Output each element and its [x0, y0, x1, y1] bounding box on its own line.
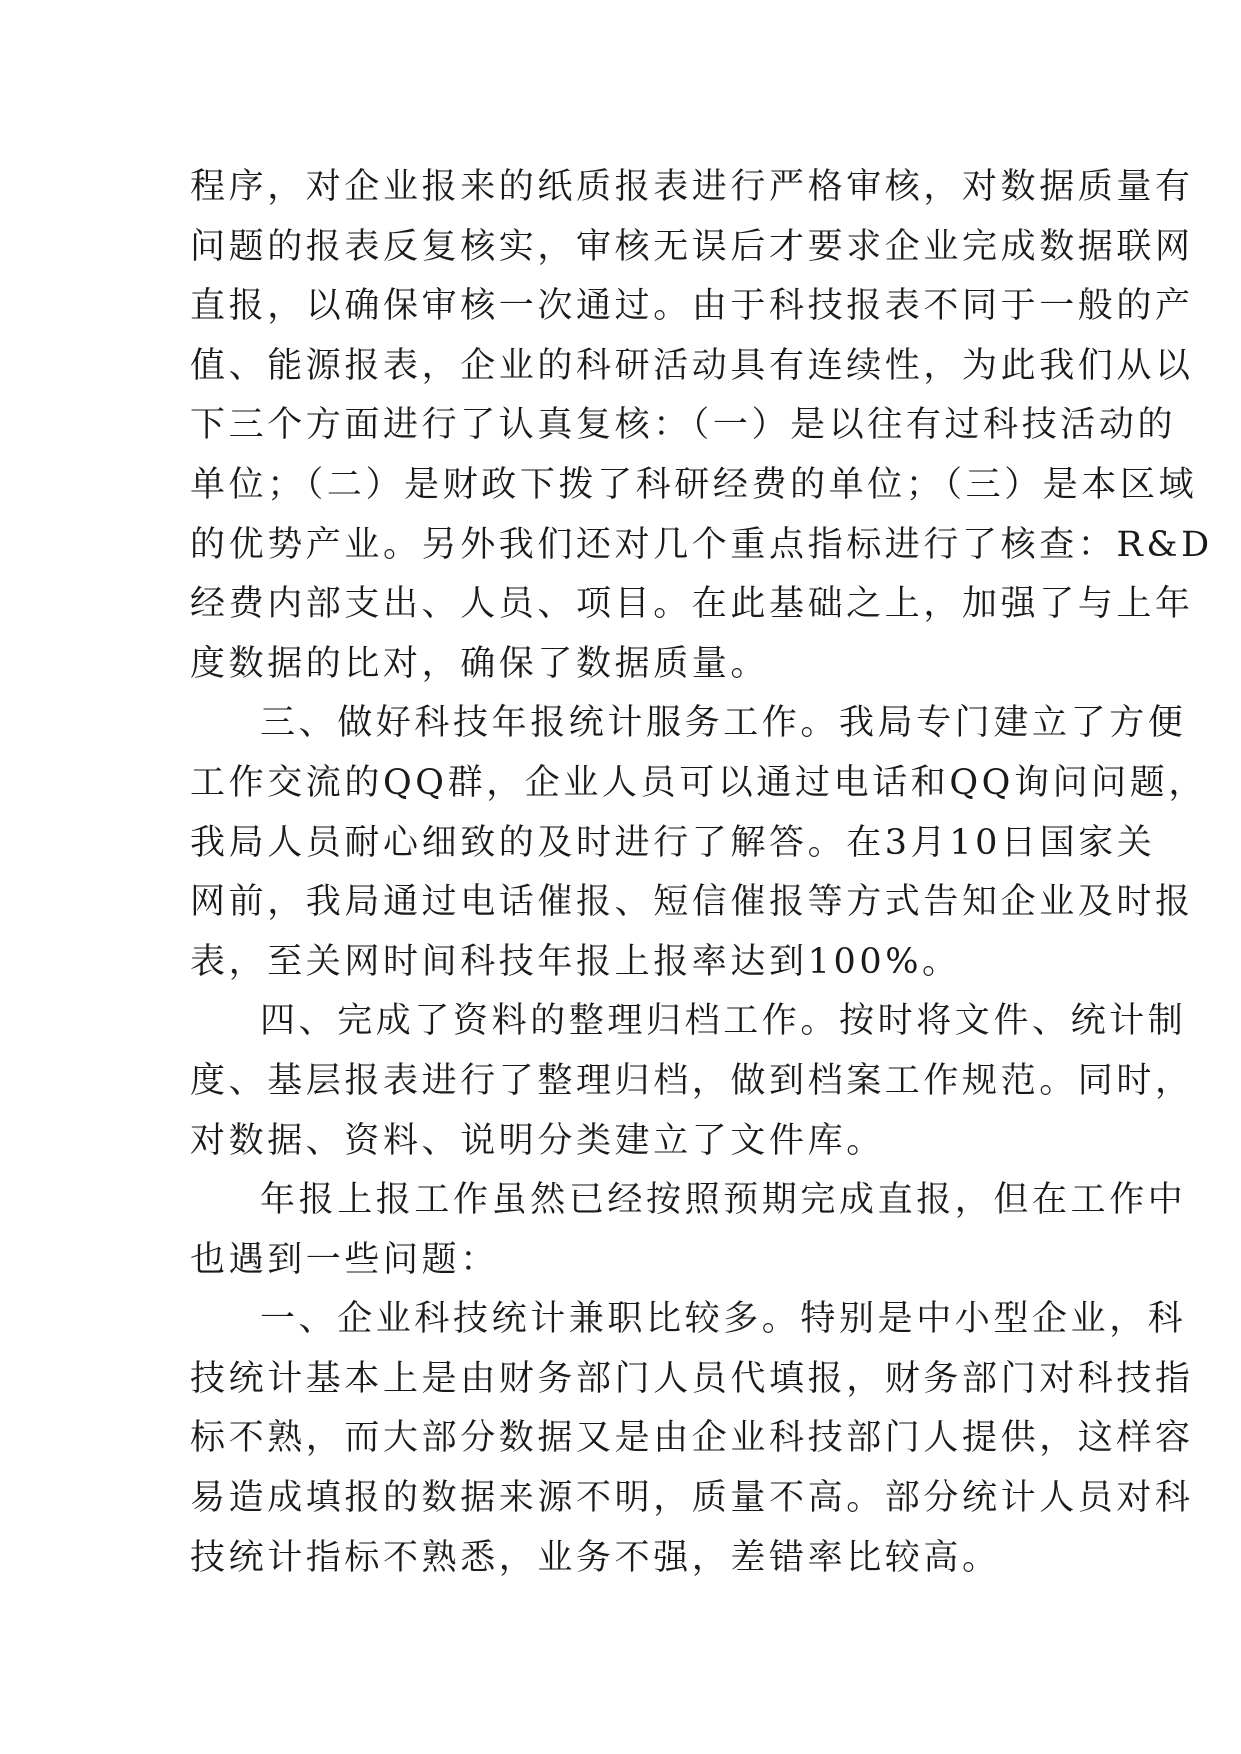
- text-line: 工作交流的QQ群，企业人员可以通过电话和QQ询问问题，: [190, 762, 1207, 803]
- text-line: 度、基层报表进行了整理归档，做到档案工作规范。同时，: [190, 1060, 1194, 1101]
- document-body: [190, 158, 1213, 1588]
- text-line: 技统计指标不熟悉，业务不强，差错率比较高。: [190, 1537, 1001, 1578]
- text-line: 对数据、资料、说明分类建立了文件库。: [190, 1120, 885, 1161]
- text-line: 表，至关网时间科技年报上报率达到100%。: [190, 941, 961, 982]
- text-line: 值、能源报表，企业的科研活动具有连续性，为此我们从以: [190, 345, 1194, 386]
- text-line: 问题的报表反复核实，审核无误后才要求企业完成数据联网: [190, 226, 1194, 267]
- text-line: 程序，对企业报来的纸质报表进行严格审核，对数据质量有: [190, 167, 1194, 207]
- text-line: 经费内部支出、人员、项目。在此基础之上，加强了与上年: [190, 584, 1194, 625]
- text-line: 直报，以确保审核一次通过。由于科技报表不同于一般的产: [190, 286, 1194, 327]
- paragraph-start-line: 三、做好科技年报统计服务工作。我局专门建立了方便: [260, 703, 1187, 744]
- paragraph-start-line: 四、完成了资料的整理归档工作。按时将文件、统计制: [260, 1001, 1187, 1042]
- text-line: 的优势产业。另外我们还对几个重点指标进行了核查：R&D: [190, 524, 1213, 565]
- text-line: 我局人员耐心细致的及时进行了解答。在3月10日国家关: [190, 822, 1156, 863]
- text-line: 网前，我局通过电话催报、短信催报等方式告知企业及时报: [190, 882, 1194, 923]
- paragraph-start-line: 年报上报工作虽然已经按照预期完成直报，但在工作中: [260, 1180, 1187, 1221]
- paragraph-start-line: 一、企业科技统计兼职比较多。特别是中小型企业，科: [260, 1299, 1187, 1340]
- text-line: 易造成填报的数据来源不明，质量不高。部分统计人员对科: [190, 1478, 1194, 1519]
- text-line: 下三个方面进行了认真复核：（一）是以往有过科技活动的: [190, 405, 1177, 446]
- text-line: 度数据的比对，确保了数据质量。: [190, 643, 770, 684]
- text-line: 标不熟，而大部分数据又是由企业科技部门人提供，这样容: [190, 1418, 1194, 1459]
- text-line: 技统计基本上是由财务部门人员代填报，财务部门对科技指: [190, 1358, 1194, 1399]
- text-line: 单位；（二）是财政下拨了科研经费的单位；（三）是本区域: [190, 464, 1198, 505]
- text-line: 也遇到一些问题：: [190, 1239, 499, 1280]
